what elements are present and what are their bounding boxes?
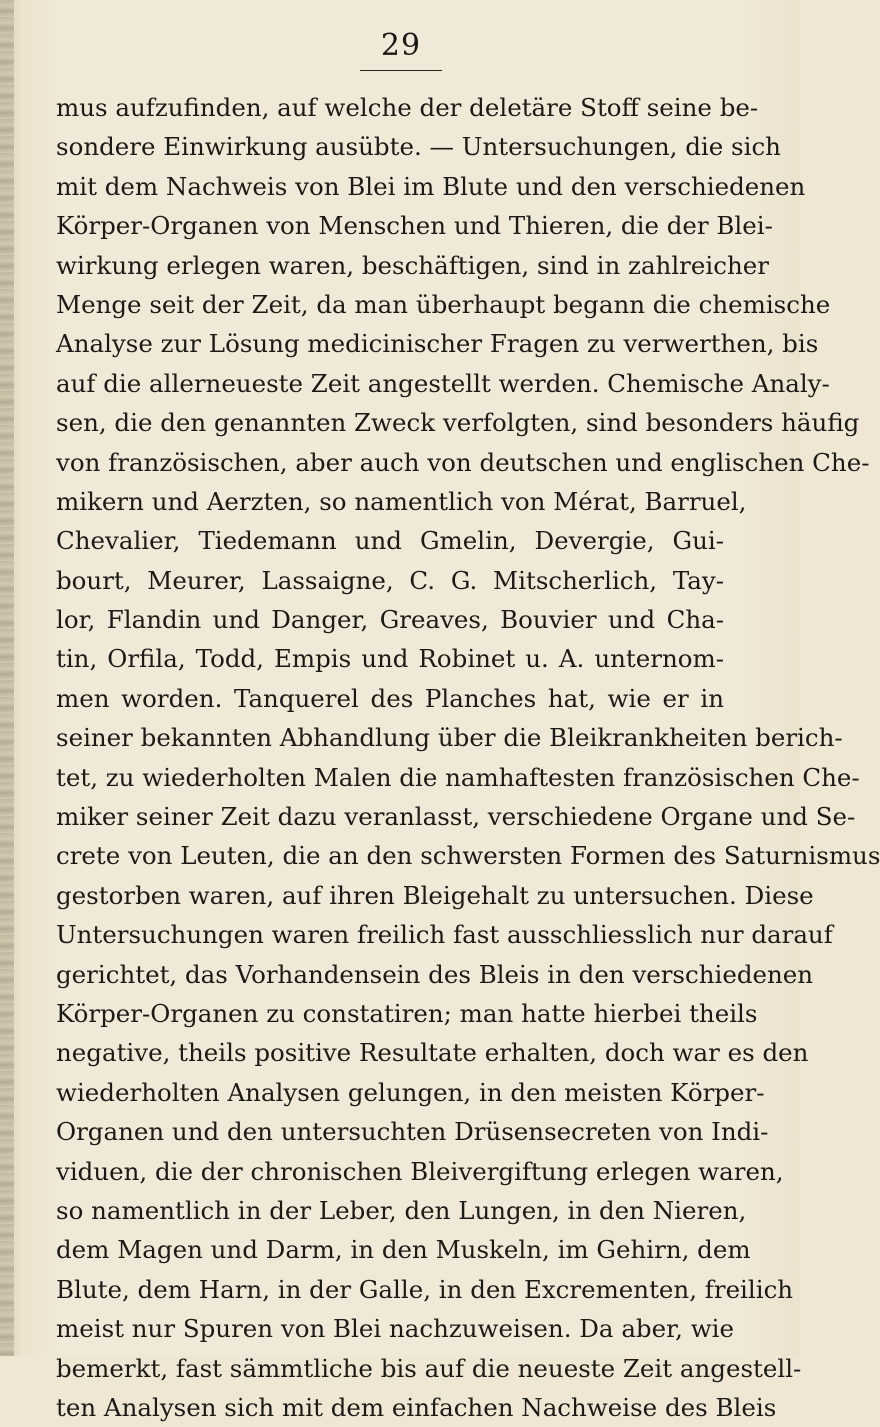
text-line: Organen und den untersuchten Drüsensecreten von Indi-	[56, 1117, 769, 1147]
text-line: Menge seit der Zeit, da man überhaupt begann die chemische	[56, 289, 831, 319]
text-line: Analyse zur Lösung medicinischer Fragen zu verwerthen, bis	[56, 329, 819, 359]
text-line: crete von Leuten, die an den schwersten Formen des Saturnismus	[56, 841, 880, 871]
text-line: mus aufzufinden, auf welche der deletäre Stoff seine be-	[56, 93, 759, 122]
text-line: wirkung erlegen waren, beschäftigen, sind in zahlreicher	[56, 250, 769, 280]
text-line: mit dem Nachweis von Blei im Blute und den verschiedenen	[56, 171, 806, 201]
body-text	[56, 88, 880, 1427]
text-line: ten Analysen sich mit dem einfachen Nachweise des Bleis	[56, 1392, 777, 1422]
text-line: sen, die den genannten Zweck verfolgten, sind besonders häufig	[56, 408, 860, 438]
text-line: Körper-Organen von Menschen und Thieren, die der Blei-	[56, 211, 773, 241]
text-line: mikern und Aerzten, so namentlich von Mérat, Barruel,	[56, 486, 747, 516]
text-line: bourt, Meurer, Lassaigne, C. G. Mitscherlich, Tay-	[56, 565, 724, 595]
text-line: seiner bekannten Abhandlung über die Bleikrankheiten berich-	[56, 723, 843, 753]
text-line: negative, theils positive Resultate erhalten, doch war es den	[56, 1038, 809, 1068]
text-line: wiederholten Analysen gelungen, in den meisten Körper-	[56, 1077, 765, 1107]
text-line: Chevalier, Tiedemann und Gmelin, Devergie, Gui-	[56, 526, 724, 556]
text-line: sondere Einwirkung ausübte. — Untersuchungen, die sich	[56, 132, 781, 162]
text-line: bemerkt, fast sämmtliche bis auf die neueste Zeit angestell-	[56, 1353, 802, 1383]
text-line: Blute, dem Harn, in der Galle, in den Excrementen, freilich	[56, 1274, 794, 1304]
text-line: gestorben waren, auf ihren Bleigehalt zu untersuchen. Diese	[56, 880, 814, 910]
page-binding-edge	[0, 0, 14, 1356]
page-number: 29	[380, 28, 422, 63]
text-line: von französischen, aber auch von deutschen und englischen Che-	[56, 447, 870, 477]
text-line: viduen, die der chronischen Bleivergiftung erlegen waren,	[56, 1156, 784, 1186]
text-line: auf die allerneueste Zeit angestellt werden. Chemische Analy-	[56, 368, 830, 398]
text-line: lor, Flandin und Danger, Greaves, Bouvier und Cha-	[56, 605, 724, 635]
text-line: Körper-Organen zu constatiren; man hatte hierbei theils	[56, 998, 758, 1028]
text-line: tet, zu wiederholten Malen die namhaftesten französischen Che-	[56, 762, 860, 792]
text-line: meist nur Spuren von Blei nachzuweisen. Da aber, wie	[56, 1314, 735, 1344]
text-line: miker seiner Zeit dazu veranlasst, verschiedene Organe und Se-	[56, 802, 856, 832]
text-line: so namentlich in der Leber, den Lungen, in den Nieren,	[56, 1195, 747, 1225]
text-line: Untersuchungen waren freilich fast ausschliesslich nur darauf	[56, 920, 833, 950]
text-line: men worden. Tanquerel des Planches hat, wie er in	[56, 683, 724, 713]
text-line: gerichtet, das Vorhandensein des Bleis in den verschiedenen	[56, 959, 814, 989]
text-line: tin, Orfila, Todd, Empis und Robinet u. A. unternom-	[56, 644, 724, 674]
text-line: dem Magen und Darm, in den Muskeln, im Gehirn, dem	[56, 1235, 751, 1265]
page-number-rule	[360, 70, 442, 71]
